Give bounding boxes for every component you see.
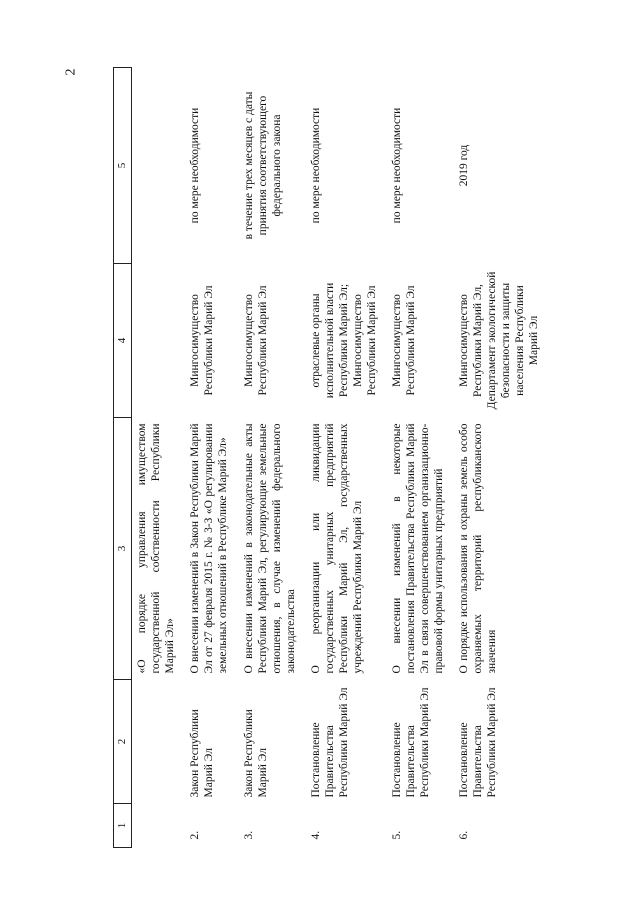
- deadline: 2019 год: [457, 144, 470, 187]
- table-row: [185, 68, 238, 848]
- responsible-body: Мингосимущество Республики Марий Эл: [242, 285, 269, 396]
- rotated-table-container: [113, 68, 618, 848]
- column-header: 4: [114, 264, 132, 418]
- table-row: [132, 68, 186, 848]
- column-header: 5: [114, 68, 132, 264]
- legislation-plan-table: [113, 67, 549, 848]
- row-number: 3.: [242, 830, 255, 840]
- act-type: [132, 680, 186, 804]
- act-title: О внесении изменений в некоторые постановления Правительства Республики Марий Эл в связи совершенствованием организационно-правовой формы унитарных предприятий: [390, 423, 445, 674]
- responsible-body: Мингосимущество Республики Марий Эл, Департамент экологической безопасности и защиты населения Республики Марий Эл: [457, 271, 540, 410]
- act-title: О внесении изменений в законодательные акты Республики Марий Эл, регулирующие земельные отношения, в случае изменений федерального законодательства: [242, 423, 297, 674]
- responsible-body: Мингосимущество Республики Марий Эл: [189, 285, 216, 396]
- act-title: О внесении изменений в Закон Республики Марий Эл от 27 февраля 2015 г. № 3-З «О регулировании земельных отношений в Республике Марий Эл»: [189, 423, 230, 674]
- act-type: Закон Республики Марий Эл: [189, 709, 216, 798]
- row-number: 6.: [457, 830, 470, 840]
- deadline: [132, 68, 186, 264]
- responsible-body: отраслевые органы исполнительной власти Республики Марий Эл; Мингосимущество Республики Марий Эл: [309, 282, 378, 399]
- deadline: по мере необходимости: [309, 107, 322, 224]
- row-number: 5.: [390, 830, 403, 840]
- table-row: [454, 68, 549, 848]
- deadline: по мере необходимости: [390, 107, 403, 224]
- column-header: 2: [114, 680, 132, 804]
- table-row: [306, 68, 387, 848]
- table-header-row: [114, 68, 132, 848]
- act-title: «О порядке управления имуществом государственной собственности Республики Марий Эл»: [136, 423, 177, 674]
- act-type: Постановление Правительства Республики Марий Эл: [390, 687, 431, 798]
- row-number: 4.: [309, 830, 322, 840]
- act-title: О порядке использования и охраны земель особо охраняемых территорий республиканского значения: [457, 423, 498, 674]
- column-header: 3: [114, 418, 132, 680]
- row-number: 2.: [189, 830, 202, 840]
- table-row: [387, 68, 454, 848]
- page-number: 2: [63, 68, 79, 76]
- column-header: 1: [114, 804, 132, 848]
- act-type: Закон Республики Марий Эл: [242, 709, 269, 798]
- deadline: по мере необходимости: [189, 107, 202, 224]
- responsible-body: [132, 264, 186, 418]
- deadline: в течение трех месяцев с даты принятия соответствующего федерального закона: [242, 91, 283, 240]
- row-number: [132, 804, 186, 848]
- responsible-body: Мингосимущество Республики Марий Эл: [390, 285, 417, 396]
- act-type: Постановление Правительства Республики Марий Эл: [309, 687, 350, 798]
- table-row: [239, 68, 306, 848]
- act-title: О реорганизации или ликвидации государственных унитарных предприятий Республики Марий Эл, государственных учреждений Республики Марий Эл: [309, 423, 364, 674]
- act-type: Постановление Правительства Республики Марий Эл: [457, 687, 498, 798]
